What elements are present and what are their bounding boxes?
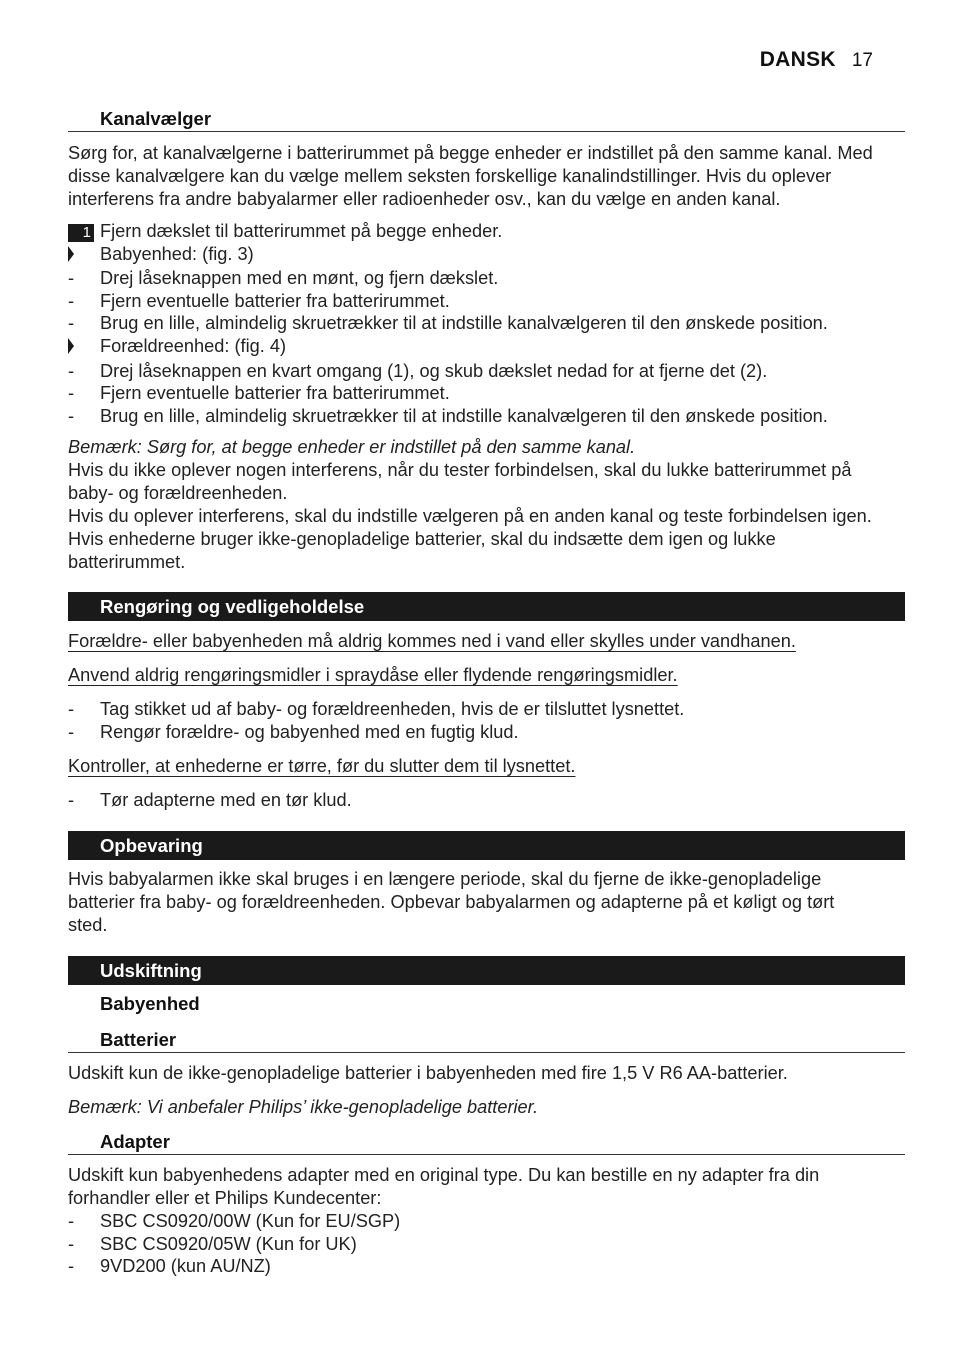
list-item-text: SBC CS0920/00W (Kun for EU/SGP): [100, 1211, 401, 1231]
cleaning-warning-3: [68, 755, 873, 778]
batteries-note: Bemærk: Vi anbefaler Philips’ ikke-genopladelige batterier.: [68, 1097, 539, 1117]
batteries-text: Udskift kun de ikke-genopladelige batterier i babyenheden med fire 1,5 V R6 AA-batterier.: [68, 1063, 788, 1083]
list-item-text: Fjern eventuelle batterier fra batterirummet.: [100, 383, 450, 404]
dash-bullet: -: [68, 360, 75, 381]
list-item-text: Brug en lille, almindelig skruetrækker til at indstille kanalvælgeren til den ønskede position.: [100, 313, 828, 334]
page-number: 17: [851, 50, 873, 71]
list-item-text: Drej låseknappen med en mønt, og fjern dækslet.: [100, 268, 499, 289]
list-item-text: 9VD200 (kun AU/NZ): [100, 1256, 271, 1277]
kanal-para-1: Hvis du ikke oplever nogen interferens, når du tester forbindelsen, skal du lukke batterirummet på baby- og forældreenheden.: [68, 460, 852, 503]
cleaning-warning-1: [68, 630, 873, 653]
triangle-bullet-icon: [68, 246, 74, 262]
step-text: Fjern dækslet til batterirummet på begge enheder.: [100, 221, 503, 241]
step-1: [68, 220, 873, 243]
dash-bullet: -: [68, 290, 75, 311]
list-item: [68, 721, 873, 744]
heading-baby-unit: Babyenhed: [100, 993, 200, 1014]
adapter-text: Udskift kun babyenhedens adapter med en original type. Du kan bestille en ny adapter fra din forhandler eller et Philips Kundecenter:: [68, 1165, 820, 1208]
dash-bullet: -: [68, 268, 75, 289]
dash-bullet: -: [68, 1211, 75, 1231]
heading-kanalvaelger: Kanalvælger: [68, 107, 905, 132]
parent-unit-label: Forældreenhed: (fig. 4): [100, 335, 287, 356]
dash-bullet: -: [68, 1233, 75, 1254]
list-item: [68, 405, 873, 428]
adapter-list: [68, 1210, 873, 1278]
kanal-para-2: Hvis du oplever interferens, skal du indstille vælgeren på en anden kanal og teste forbindelsen igen. Hvis enhederne bruger ikke-genopladelige batterier, skal du indsætte dem igen og lukke batterirummet.: [68, 506, 872, 572]
warning-text: Forældre- eller babyenheden må aldrig kommes ned i vand eller skylles under vandhanen.: [68, 631, 796, 651]
list-item-text: Drej låseknappen en kvart omgang (1), og skub dækslet nedad for at fjerne det (2).: [100, 360, 768, 381]
dash-bullet: -: [68, 1256, 75, 1277]
cleaning-list: [68, 698, 873, 743]
baby-unit-heading: [68, 243, 873, 268]
kanal-steps: [68, 220, 873, 427]
parent-unit-heading: [68, 335, 873, 360]
warning-text: Anvend aldrig rengøringsmidler i spraydåse eller flydende rengøringsmidler.: [68, 665, 678, 685]
heading-batteries: Batterier: [68, 1028, 905, 1053]
triangle-bullet-icon: [68, 338, 74, 354]
heading-replacement: Udskiftning: [68, 956, 905, 985]
list-item: [68, 312, 873, 335]
list-item-text: Rengør forældre- og babyenhed med en fugtig klud.: [100, 721, 519, 742]
cleaning-list-2: [68, 789, 873, 812]
list-item: [68, 360, 873, 383]
dash-bullet: -: [68, 383, 75, 404]
cleaning-warning-2: [68, 664, 873, 687]
list-item-text: SBC CS0920/05W (Kun for UK): [100, 1233, 357, 1254]
list-item-text: Tag stikket ud af baby- og forældreenheden, hvis de er tilsluttet lysnettet.: [100, 699, 685, 719]
dash-bullet: -: [68, 405, 75, 426]
baby-unit-label: Babyenhed: (fig. 3): [100, 243, 254, 264]
list-item: [68, 789, 873, 812]
list-item: [68, 290, 873, 313]
list-item: [68, 382, 873, 405]
kanal-note: Bemærk: Sørg for, at begge enheder er indstillet på den samme kanal.: [68, 437, 636, 457]
list-item: [68, 1255, 873, 1278]
list-item-text: Fjern eventuelle batterier fra batterirummet.: [100, 290, 450, 311]
list-item: [68, 1233, 873, 1256]
list-item-text: Tør adapterne med en tør klud.: [100, 790, 352, 810]
heading-adapter: Adapter: [68, 1130, 905, 1155]
step-number: 1: [68, 224, 94, 242]
page-header: [760, 48, 873, 72]
dash-bullet: -: [68, 699, 75, 719]
dash-bullet: -: [68, 721, 75, 742]
warning-text: Kontroller, at enhederne er tørre, før du slutter dem til lysnettet.: [68, 756, 576, 776]
list-item: [68, 698, 873, 721]
heading-storage: Opbevaring: [68, 831, 905, 860]
kanal-intro: Sørg for, at kanalvælgerne i batterirummet på begge enheder er indstillet på den samme kanal. Med disse kanalvælgere kan du vælge mellem seksten forskellige kanalindstillinger. Hvis du oplever interferens fra andre babyalarmer eller radioenheder osv., kan du vælge en anden kanal.: [68, 143, 873, 209]
list-item-text: Brug en lille, almindelig skruetrækker til at indstille kanalvælgeren til den ønskede position.: [100, 405, 828, 426]
heading-cleaning: Rengøring og vedligeholdelse: [68, 592, 905, 621]
storage-text: Hvis babyalarmen ikke skal bruges i en længere periode, skal du fjerne de ikke-genopladelige batterier fra baby- og forældreenheden. Opbevar babyalarmen og adapterne på et køligt og tørt sted.: [68, 869, 835, 935]
dash-bullet: -: [68, 790, 75, 810]
language-label: DANSK: [759, 48, 836, 71]
list-item: [68, 1210, 873, 1233]
list-item: [68, 267, 873, 290]
dash-bullet: -: [68, 313, 75, 334]
